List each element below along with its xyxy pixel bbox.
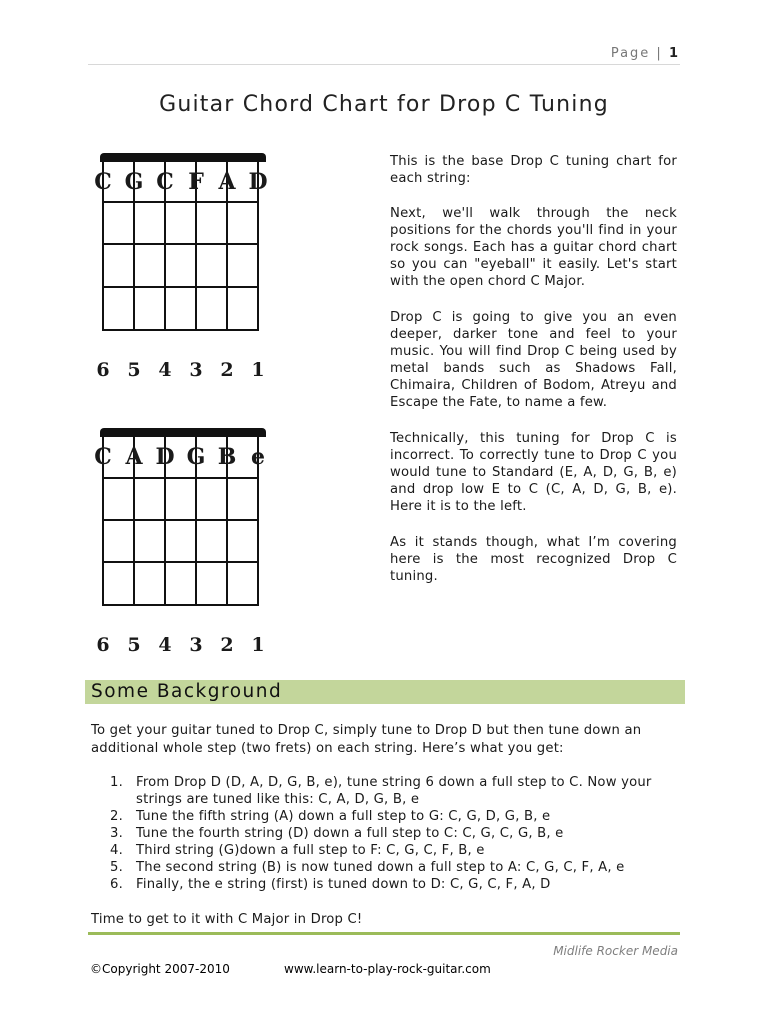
step-text: The second string (B) is now tuned down a full step to A: C, G, C, F, A, e <box>136 860 625 875</box>
chart-fret <box>102 286 258 288</box>
step-number: 3. <box>110 826 123 841</box>
paragraph-drop-c-tone: Drop C is going to give you an even deeper, darker tone and feel to your music. You will find Drop C being used by metal bands such as Shadows Fall, Chimaira, Children of Bodom, Atreyu and Escape the Fate, to name a few. <box>390 310 677 410</box>
list-item <box>110 808 682 825</box>
step-number: 4. <box>110 843 123 858</box>
string-note: C <box>156 169 174 195</box>
section-heading: Some Background <box>91 681 283 702</box>
string-note: A <box>125 444 143 470</box>
string-note: G <box>124 169 144 195</box>
string-number: 1 <box>251 359 265 381</box>
string-note: e <box>251 444 265 470</box>
footer-brand: Midlife Rocker Media <box>553 944 678 958</box>
step-text: Tune the fourth string (D) down a full step to C: C, G, C, G, B, e <box>136 826 564 841</box>
chord-chart-standard-drop-c <box>96 153 272 388</box>
list-item <box>110 825 682 842</box>
list-item <box>110 859 682 876</box>
string-note: A <box>218 169 236 195</box>
string-note: F <box>188 169 204 195</box>
chord-chart-correct-drop-c <box>96 428 272 663</box>
footer-copyright: ©Copyright 2007-2010 <box>90 962 230 976</box>
chart-fret <box>102 604 258 606</box>
paragraph-most-recognized: As it stands though, what I’m covering here is the most recognized Drop C tuning. <box>390 535 677 584</box>
step-number: 5. <box>110 860 123 875</box>
paragraph-neck-positions: Next, we'll walk through the neck positions for the chords you'll find in your rock songs. Each has a guitar chord chart so you can "eyeball" it easily. Let's start with the open chord C Major. <box>390 206 677 289</box>
footer-website-link[interactable]: www.learn-to-play-rock-guitar.com <box>284 962 491 976</box>
list-item <box>110 842 682 859</box>
string-note: D <box>248 169 268 195</box>
page-label: Page | <box>610 46 663 61</box>
string-number: 1 <box>251 634 265 656</box>
string-note: B <box>217 444 237 470</box>
step-text: From Drop D (D, A, D, G, B, e), tune string 6 down a full step to C. Now your strings are tuned like this: C, A, D, G, B, e <box>136 775 652 807</box>
paragraph-base-chart: This is the base Drop C tuning chart for each string: <box>390 154 677 186</box>
chart-nut <box>100 153 266 162</box>
string-number: 4 <box>158 359 172 381</box>
step-text: Tune the fifth string (A) down a full step to G: C, G, D, G, B, e <box>136 809 551 824</box>
chart-fret <box>102 561 258 563</box>
string-number: 2 <box>220 359 234 381</box>
string-note: C <box>94 444 112 470</box>
tuning-steps-list <box>110 774 682 893</box>
string-note: C <box>94 169 112 195</box>
paragraph-technically-incorrect: Technically, this tuning for Drop C is incorrect. To correctly tune to Drop C you would tune to Standard (E, A, D, G, B, e) and drop low E to C (C, A, D, G, B, e). Here it is to the left. <box>390 431 677 514</box>
step-text: Finally, the e string (first) is tuned down to D: C, G, C, F, A, D <box>136 877 551 892</box>
string-number: 2 <box>220 634 234 656</box>
footer-rule <box>88 932 680 935</box>
chart-fret <box>102 477 258 479</box>
string-note: G <box>186 444 206 470</box>
string-number: 6 <box>96 634 110 656</box>
section-heading-bar <box>85 680 685 704</box>
string-number: 3 <box>189 359 203 381</box>
string-number: 6 <box>96 359 110 381</box>
string-note: D <box>155 444 175 470</box>
chart-fret <box>102 519 258 521</box>
header-rule <box>88 64 680 65</box>
chart-fret <box>102 201 258 203</box>
step-number: 2. <box>110 809 123 824</box>
page-number <box>611 46 678 61</box>
page-number-value: 1 <box>668 46 678 61</box>
chart-nut <box>100 428 266 437</box>
string-number: 4 <box>158 634 172 656</box>
section-intro: To get your guitar tuned to Drop C, simply tune to Drop D but then tune down an additional whole step (two frets) on each string. Here’s what you get: <box>91 723 642 756</box>
list-item <box>110 876 682 893</box>
closing-line: Time to get to it with C Major in Drop C! <box>91 912 363 927</box>
string-number: 5 <box>127 634 141 656</box>
step-text: Third string (G)down a full step to F: C, G, C, F, B, e <box>136 843 485 858</box>
page-title: Guitar Chord Chart for Drop C Tuning <box>159 92 609 117</box>
string-number: 3 <box>189 634 203 656</box>
chart-fret <box>102 329 258 331</box>
step-number: 6. <box>110 877 123 892</box>
string-number: 5 <box>127 359 141 381</box>
list-item <box>110 774 682 808</box>
chart-fret <box>102 243 258 245</box>
step-number: 1. <box>110 775 123 790</box>
